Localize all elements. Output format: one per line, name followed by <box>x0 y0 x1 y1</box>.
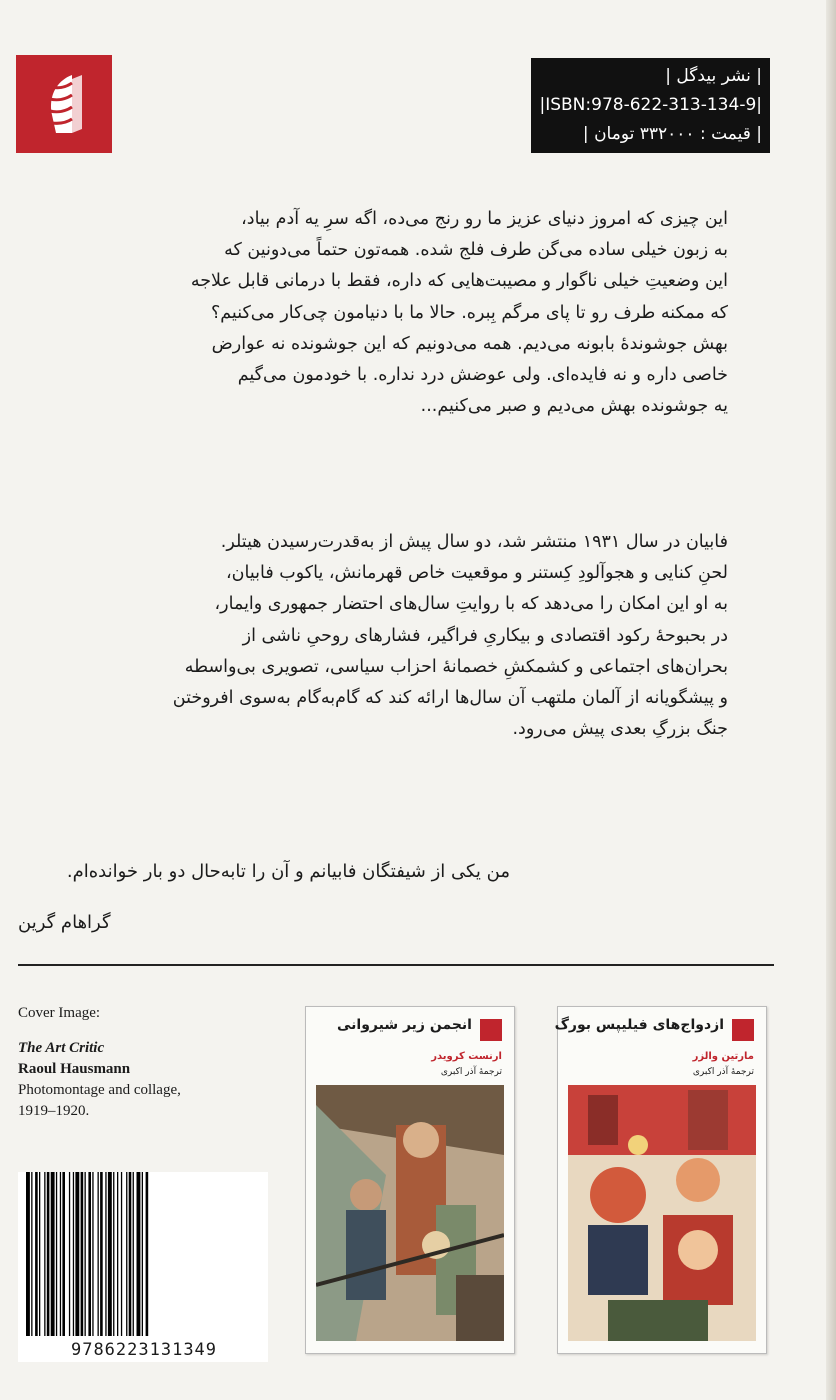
barcode-bars <box>26 1172 260 1336</box>
book-title: ازدواج‌های فیلیپس بورگ <box>554 1017 724 1033</box>
text-line: این وضعیتِ خیلی ناگوار و مصیبت‌هایی که داره، فقط با درمانی قابل علاجه <box>190 271 728 292</box>
barcode-number: 9786223131349 <box>22 1340 266 1360</box>
publisher-info-box <box>531 58 770 153</box>
price: | قیمت : ۳۳۲۰۰۰ تومان | <box>582 124 762 144</box>
book-translator: ترجمهٔ آذر اکبری <box>440 1067 502 1077</box>
book-logo-icon <box>480 1019 502 1041</box>
book-translator: ترجمهٔ آذر اکبری <box>692 1067 754 1077</box>
text-line: خاصی داره و نه فایده‌ای. ولی عوضش درد نداره. با خودمون می‌گیم <box>237 365 728 386</box>
artist-name: Raoul Hausmann <box>18 1061 131 1077</box>
book-cover-artwork <box>568 1085 756 1343</box>
quote-text: من یکی از شیفتگان فابیانم و آن را تابه‌حال دو بار خوانده‌ام. <box>66 861 510 882</box>
text-line: جنگ بزرگِ بعدی پیش می‌رود. <box>512 719 728 740</box>
text-line: و پیشگویانه از آلمان ملتهب آن سال‌ها ارائه کند که گام‌به‌گام به‌سوی افروختن <box>172 688 728 709</box>
blurb-paragraph-1 <box>80 204 728 422</box>
artwork-title: The Art Critic <box>18 1040 105 1056</box>
text-line: فابیان در سال ۱۹۳۱ منتشر شد، دو سال پیش از به‌قدرت‌رسیدن هیتلر. <box>220 532 728 552</box>
cover-credit-label: Cover Image: <box>18 1005 101 1021</box>
barcode <box>18 1172 268 1362</box>
related-book-cover <box>305 1006 515 1354</box>
book-logo-icon <box>732 1019 754 1041</box>
publisher-logo <box>16 55 112 153</box>
leaf-logo-icon <box>42 73 86 135</box>
book-cover-artwork <box>316 1085 504 1343</box>
divider <box>18 964 774 966</box>
book-author: مارتین والزر <box>692 1051 754 1062</box>
text-line: در بحبوحهٔ رکود اقتصادی و بیکاریِ فراگیر، فشارهای روحیِ ناشی از <box>242 625 728 646</box>
artwork-medium: Photomontage and collage, <box>18 1082 181 1098</box>
related-book-cover <box>554 1006 767 1354</box>
text-line: به زبون خیلی ساده می‌گن طرف فلج شده. همه‌تون حتماً می‌دونین که <box>224 240 728 261</box>
text-line: به او این امکان را می‌دهد که با روایتِ سال‌های احتضار جمهوری وایمار، <box>214 594 728 615</box>
text-line: یه جوشونده بهش می‌دیم و صبر می‌کنیم... <box>420 396 728 417</box>
blurb-paragraph-2 <box>80 527 728 745</box>
text-line: این چیزی که امروز دنیای عزیز ما رو رنج می‌ده، اگه سرِ یه آدم بیاد، <box>241 209 728 229</box>
quote-author: گراهام گرین <box>18 912 111 933</box>
isbn: |ISBN:978-622-313-134-9| <box>539 95 762 115</box>
publisher-name: | نشر بیدگل | <box>665 66 762 86</box>
text-line: بهش جوشوندهٔ بابونه می‌دیم. همه می‌دونیم که این جوشونده نه عوارض <box>211 333 728 354</box>
page-edge <box>826 0 836 1400</box>
cover-credits <box>18 1003 268 1122</box>
book-title: انجمن زیر شیروانی <box>336 1017 472 1033</box>
text-line: بحران‌های اجتماعی و کشمکشِ خصمانهٔ احزاب سیاسی، تصویری بی‌واسطه <box>184 656 728 677</box>
book-author: ارنست کرویدر <box>431 1051 502 1062</box>
artwork-years: 1919–1920. <box>18 1103 90 1119</box>
text-line: که ممکنه طرف رو تا پای مرگم بِبره. حالا ما با دنیامون چی‌کار می‌کنیم؟ <box>210 302 728 323</box>
text-line: لحنِ کنایی و هجوآلودِ کِستنر و موقعیت خاص قهرمانش، یاکوب فابیان، <box>226 563 728 584</box>
